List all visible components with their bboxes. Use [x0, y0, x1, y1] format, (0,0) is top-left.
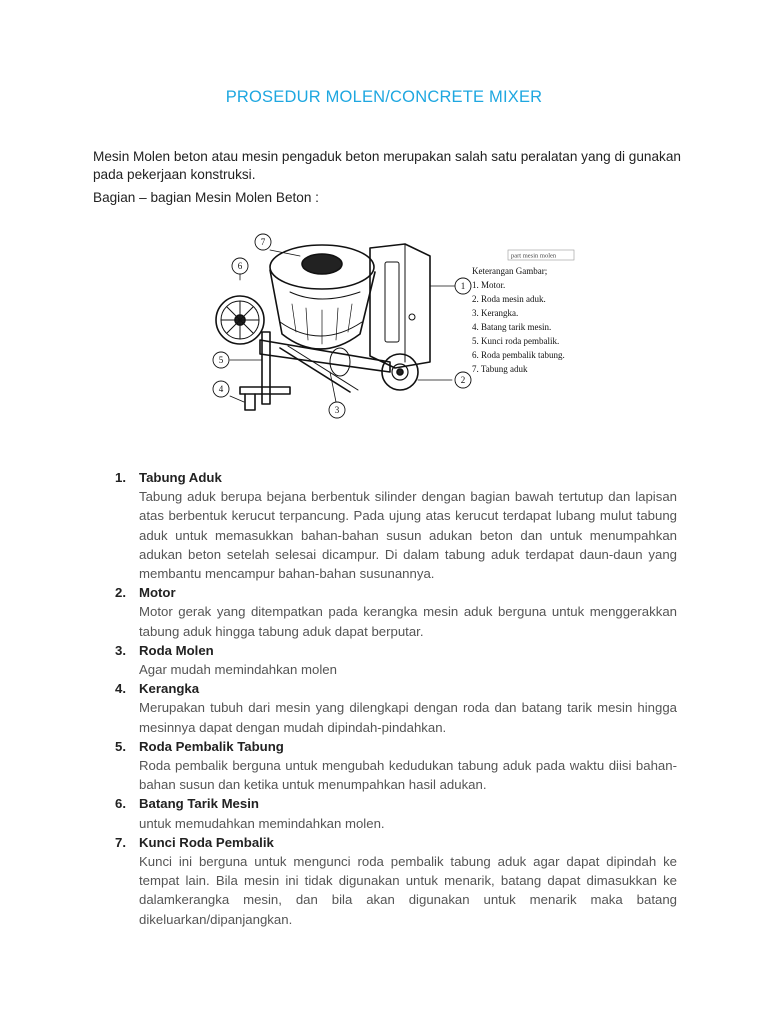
item-description: Roda pembalik berguna untuk mengubah kedudukan tabung aduk pada waktu diisi bahan-bahan susun dan ketika untuk menumpahkan hasil adukan.	[139, 758, 677, 793]
item-number: 3.	[115, 642, 126, 658]
callout-1: 1	[460, 281, 466, 291]
item-title: Roda Pembalik Tabung	[139, 738, 284, 754]
item-number: 2.	[115, 585, 126, 601]
item-title: Batang Tarik Mesin	[139, 796, 259, 812]
intro-paragraph: Mesin Molen beton atau mesin pengaduk beton merupakan salah satu peralatan yang di gunakan pada pekerjaan konstruksi.	[93, 149, 681, 182]
list-item	[115, 641, 677, 679]
legend-item-2: 2. Roda mesin aduk.	[472, 294, 546, 304]
legend-item-6: 6. Roda pembalik tabung.	[472, 350, 565, 360]
item-description: Tabung aduk berupa bejana berbentuk silinder dengan bagian bawah tertutup dan lapisan atas berbentuk kerucut terpancung. Pada ujung atas kerucut terdapat lubang mulut tabung aduk untuk memasukkan bahan-bahan susun adukan beton dan untuk menumpahkan adukan beton setelah selesai dicampur. Di dalam tabung aduk terdapat daun-daun yang membantu mencampur bahan-bahan susunannya.	[139, 489, 677, 582]
item-title: Roda Molen	[139, 642, 214, 658]
list-item	[115, 583, 677, 641]
list-item	[115, 468, 677, 583]
item-description: Merupakan tubuh dari mesin yang dilengkapi dengan roda dan batang tarik mesin hingga mesinnya dapat dengan mudah dipindah-pindahkan.	[139, 700, 677, 735]
item-title: Tabung Aduk	[139, 470, 222, 485]
legend-title: Keterangan Gambar;	[472, 266, 548, 276]
concrete-mixer-diagram	[200, 222, 596, 424]
list-item	[115, 679, 677, 737]
callout-2: 2	[460, 375, 466, 385]
list-item	[115, 833, 677, 929]
callout-6: 6	[237, 261, 243, 271]
item-description: Motor gerak yang ditempatkan pada kerangka mesin aduk berguna untuk menggerakkan tabung aduk hingga tabung aduk dapat berputar.	[139, 604, 677, 639]
item-title: Kunci Roda Pembalik	[139, 834, 274, 850]
parts-heading: Bagian – bagian Mesin Molen Beton :	[93, 190, 319, 205]
item-title: Kerangka	[139, 681, 200, 697]
item-number: 7.	[115, 834, 126, 850]
parts-list	[115, 468, 677, 929]
item-title: Motor	[139, 585, 176, 601]
callout-3: 3	[334, 405, 340, 415]
page-title: PROSEDUR MOLEN/CONCRETE MIXER	[225, 88, 543, 106]
item-description: Agar mudah memindahkan molen	[139, 662, 337, 678]
legend-item-3: 3. Kerangka.	[472, 308, 519, 318]
item-description: untuk memudahkan memindahkan molen.	[139, 815, 385, 831]
legend-item-1: 1. Motor.	[472, 280, 506, 290]
item-number: 6.	[115, 796, 126, 812]
item-description: Kunci ini berguna untuk mengunci roda pembalik tabung aduk agar dapat dipindah ke tempat lain. Bila mesin ini tidak digunakan untuk menarik, batang dapat dimasukkan ke dalamkerangka mesin, dan bila akan digunakan untuk menarik maka batang dikeluarkan/dipanjangkan.	[139, 854, 677, 927]
legend-item-4: 4. Batang tarik mesin.	[472, 322, 552, 332]
item-number: 1.	[115, 470, 126, 485]
callout-7: 7	[260, 237, 266, 247]
callout-5: 5	[218, 355, 224, 365]
list-item	[115, 737, 677, 795]
callout-4: 4	[218, 384, 224, 394]
item-number: 4.	[115, 681, 126, 697]
figure-caption: part mesin molen	[511, 252, 557, 260]
legend-item-7: 7. Tabung aduk	[472, 364, 528, 374]
item-number: 5.	[115, 738, 126, 754]
legend-item-5: 5. Kunci roda pembalik.	[472, 336, 560, 346]
list-item	[115, 794, 677, 832]
